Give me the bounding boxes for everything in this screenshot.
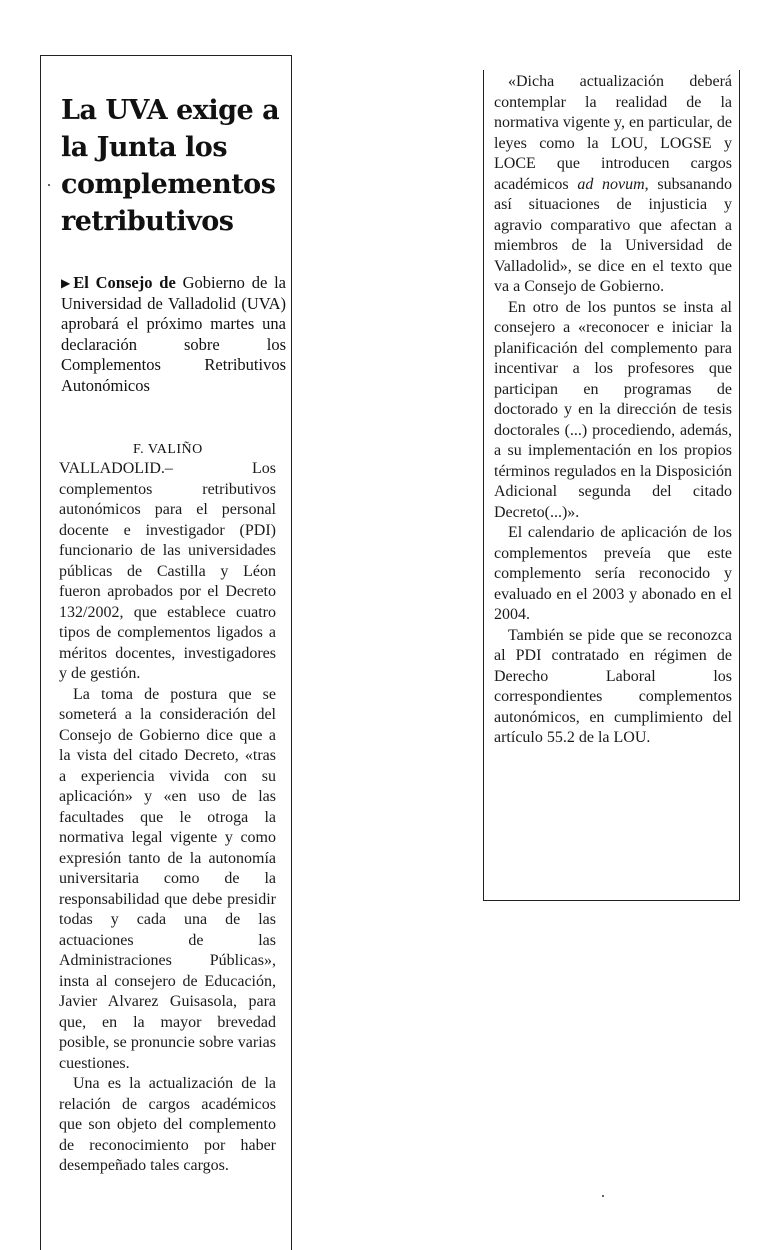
right-body-text <box>494 72 732 749</box>
italic-phrase: ad novum <box>577 175 645 193</box>
subheadline <box>61 273 286 396</box>
triangle-bullet-icon: ▶ <box>61 276 71 290</box>
byline: F. VALIÑO <box>133 442 203 457</box>
right-article-column <box>483 70 740 901</box>
paragraph: Una es la actualización de la relación de cargos académicos que son objeto del complemento de reconocimiento por haber desempeñado tales cargos. <box>59 1075 276 1174</box>
paragraph: La toma de postura que se someterá a la consideración del Consejo de Gobierno dice que a la vista del citado Decreto, «tras a experiencia vivida con su aplicación» y «en uso de las facultades que le otroga la normativa legal vigente y como expresión tanto de la autonomía universitaria como de la responsabilidad que debe presidir todas y cada una de las actuaciones de las Administraciones Públicas», insta al consejero de Educación, Javier Alvarez Guisasola, para que, en la mayor brevedad posible, se pronuncie sobre varias cuestiones. <box>59 685 276 1072</box>
subheadline-text: Gobierno de la Universidad de Valladolid (UVA) aprobará el próximo martes una declaración sobre los Complementos Retributivos Autonómicos <box>61 273 286 395</box>
paragraph: También se pide que se reconozca al PDI contratado en régimen de Derecho Laboral los correspondientes complementos autonómicos, en cumplimiento del artículo 55.2 de la LOU. <box>494 626 732 746</box>
left-body-text <box>59 459 276 1177</box>
paragraph: El calendario de aplicación de los complementos preveía que este complemento sería reconocido y evaluado en el 2003 y abonado en el 2004. <box>494 524 732 623</box>
paragraph-text: Los complementos retributivos autonómicos para el personal docente e investigador (PDI) funcionario de las universidades públicas de Castilla y Léon fueron aprobados por el Decreto 132/2002, que establece cuatro tipos de complementos ligados a méritos docentes, investigadores y de gestión. <box>59 460 276 682</box>
subheadline-lead: El Consejo de <box>73 273 176 292</box>
paragraph: En otro de los puntos se insta al consejero a «reconocer e iniciar la planificación del complemento para incentivar a los profesores que participan en programas de doctorado y en la dirección de tesis doctorales (...) procediendo, además, a su implementación en los propios términos regulados en la Disposición Adicional segunda del citado Decreto(...)». <box>494 298 732 521</box>
headline: La UVA exige a la Junta los complementos retributivos <box>61 95 280 237</box>
dateline: VALLADOLID.– <box>59 460 173 477</box>
paragraph-text: «Dicha actualización deberá contemplar la realidad de la normativa vigente y, en particular, de leyes como la LOU, LOGSE y LOCE que introducen cargos académicos <box>494 73 732 193</box>
left-article-column <box>40 55 292 1250</box>
paragraph-text: , subsanando así situaciones de injusticia y agravio comparativo que afectan a miembros de la Universidad de Valladolid», se dice en el texto que va a Consejo de Gobierno. <box>494 175 732 295</box>
scan-speck <box>602 1195 604 1197</box>
scan-speck <box>48 184 50 186</box>
paragraph <box>494 72 732 298</box>
paragraph <box>59 459 276 685</box>
